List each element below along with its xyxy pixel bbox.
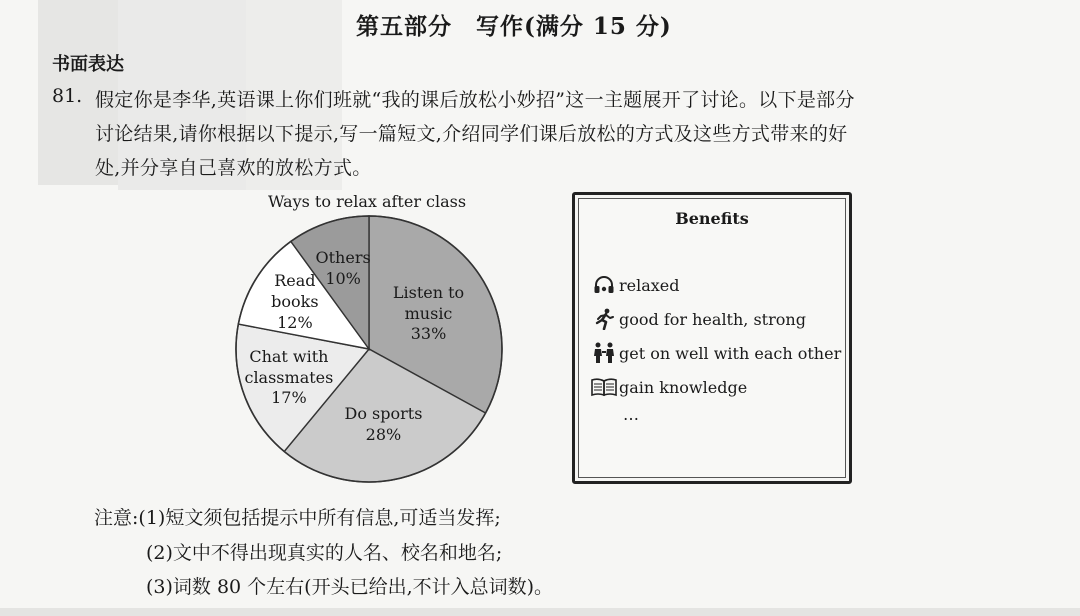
sub-heading: 书面表达 [52,54,124,75]
question-line: 讨论结果,请你根据以下提示,写一篇短文,介绍同学们课后放松的方式及这些方式带来的好 [95,123,848,145]
open-book-icon [591,375,617,399]
benefit-item [591,341,841,365]
pie-label-line: Others [315,248,371,268]
note-line: 注意:(1)短文须包括提示中所有信息,可适当发挥; [94,507,501,529]
benefit-text: good for health, strong [619,309,806,329]
benefit-text: gain knowledge [619,377,748,397]
benefits-more: … [623,405,639,424]
question-number: 81. [52,85,83,107]
note-line: (3)词数 80 个左右(开头已给出,不计入总词数)。 [146,576,554,598]
benefits-box [572,192,852,484]
pie-label-line: music [404,303,453,323]
section-title: 第五部分 写作(满分 15 分) [356,13,672,40]
pie-slice-label [244,347,333,409]
benefit-item [591,273,680,297]
benefit-text: relaxed [619,275,680,295]
running-person-icon [591,307,617,331]
pie-label-line: Do sports [344,403,423,423]
headphones-icon [591,273,617,297]
benefit-item [591,375,747,399]
pie-label-line: Chat with [249,346,329,366]
benefits-title: Benefits [675,209,749,228]
chart-title: Ways to relax after class [268,192,467,211]
pie-label-line: 33% [410,324,447,344]
question-line: 处,并分享自己喜欢的放松方式。 [95,157,372,179]
pie-slice-label [344,404,422,446]
two-people-icon [591,341,617,365]
pie-slice-label [271,271,318,333]
benefit-item [591,307,806,331]
bottom-strip [0,608,1080,616]
pie-slice-label [393,283,464,345]
pie-label-line: Read [274,270,316,290]
note-line: (2)文中不得出现真实的人名、校名和地名; [146,542,503,564]
question-line: 假定你是李华,英语课上你们班就“我的课后放松小妙招”这一主题展开了讨论。以下是部分 [95,89,855,111]
pie-label-line: 17% [271,388,307,408]
pie-label-line: 28% [365,424,402,444]
pie-label-line: Listen to [392,282,465,302]
pie-label-line: 12% [277,312,313,332]
pie-label-line: classmates [244,367,334,387]
pie-slice-label [316,249,371,291]
pie-label-line: books [271,291,319,311]
benefit-text: get on well with each other [619,343,842,363]
pie-label-line: 10% [325,269,361,289]
